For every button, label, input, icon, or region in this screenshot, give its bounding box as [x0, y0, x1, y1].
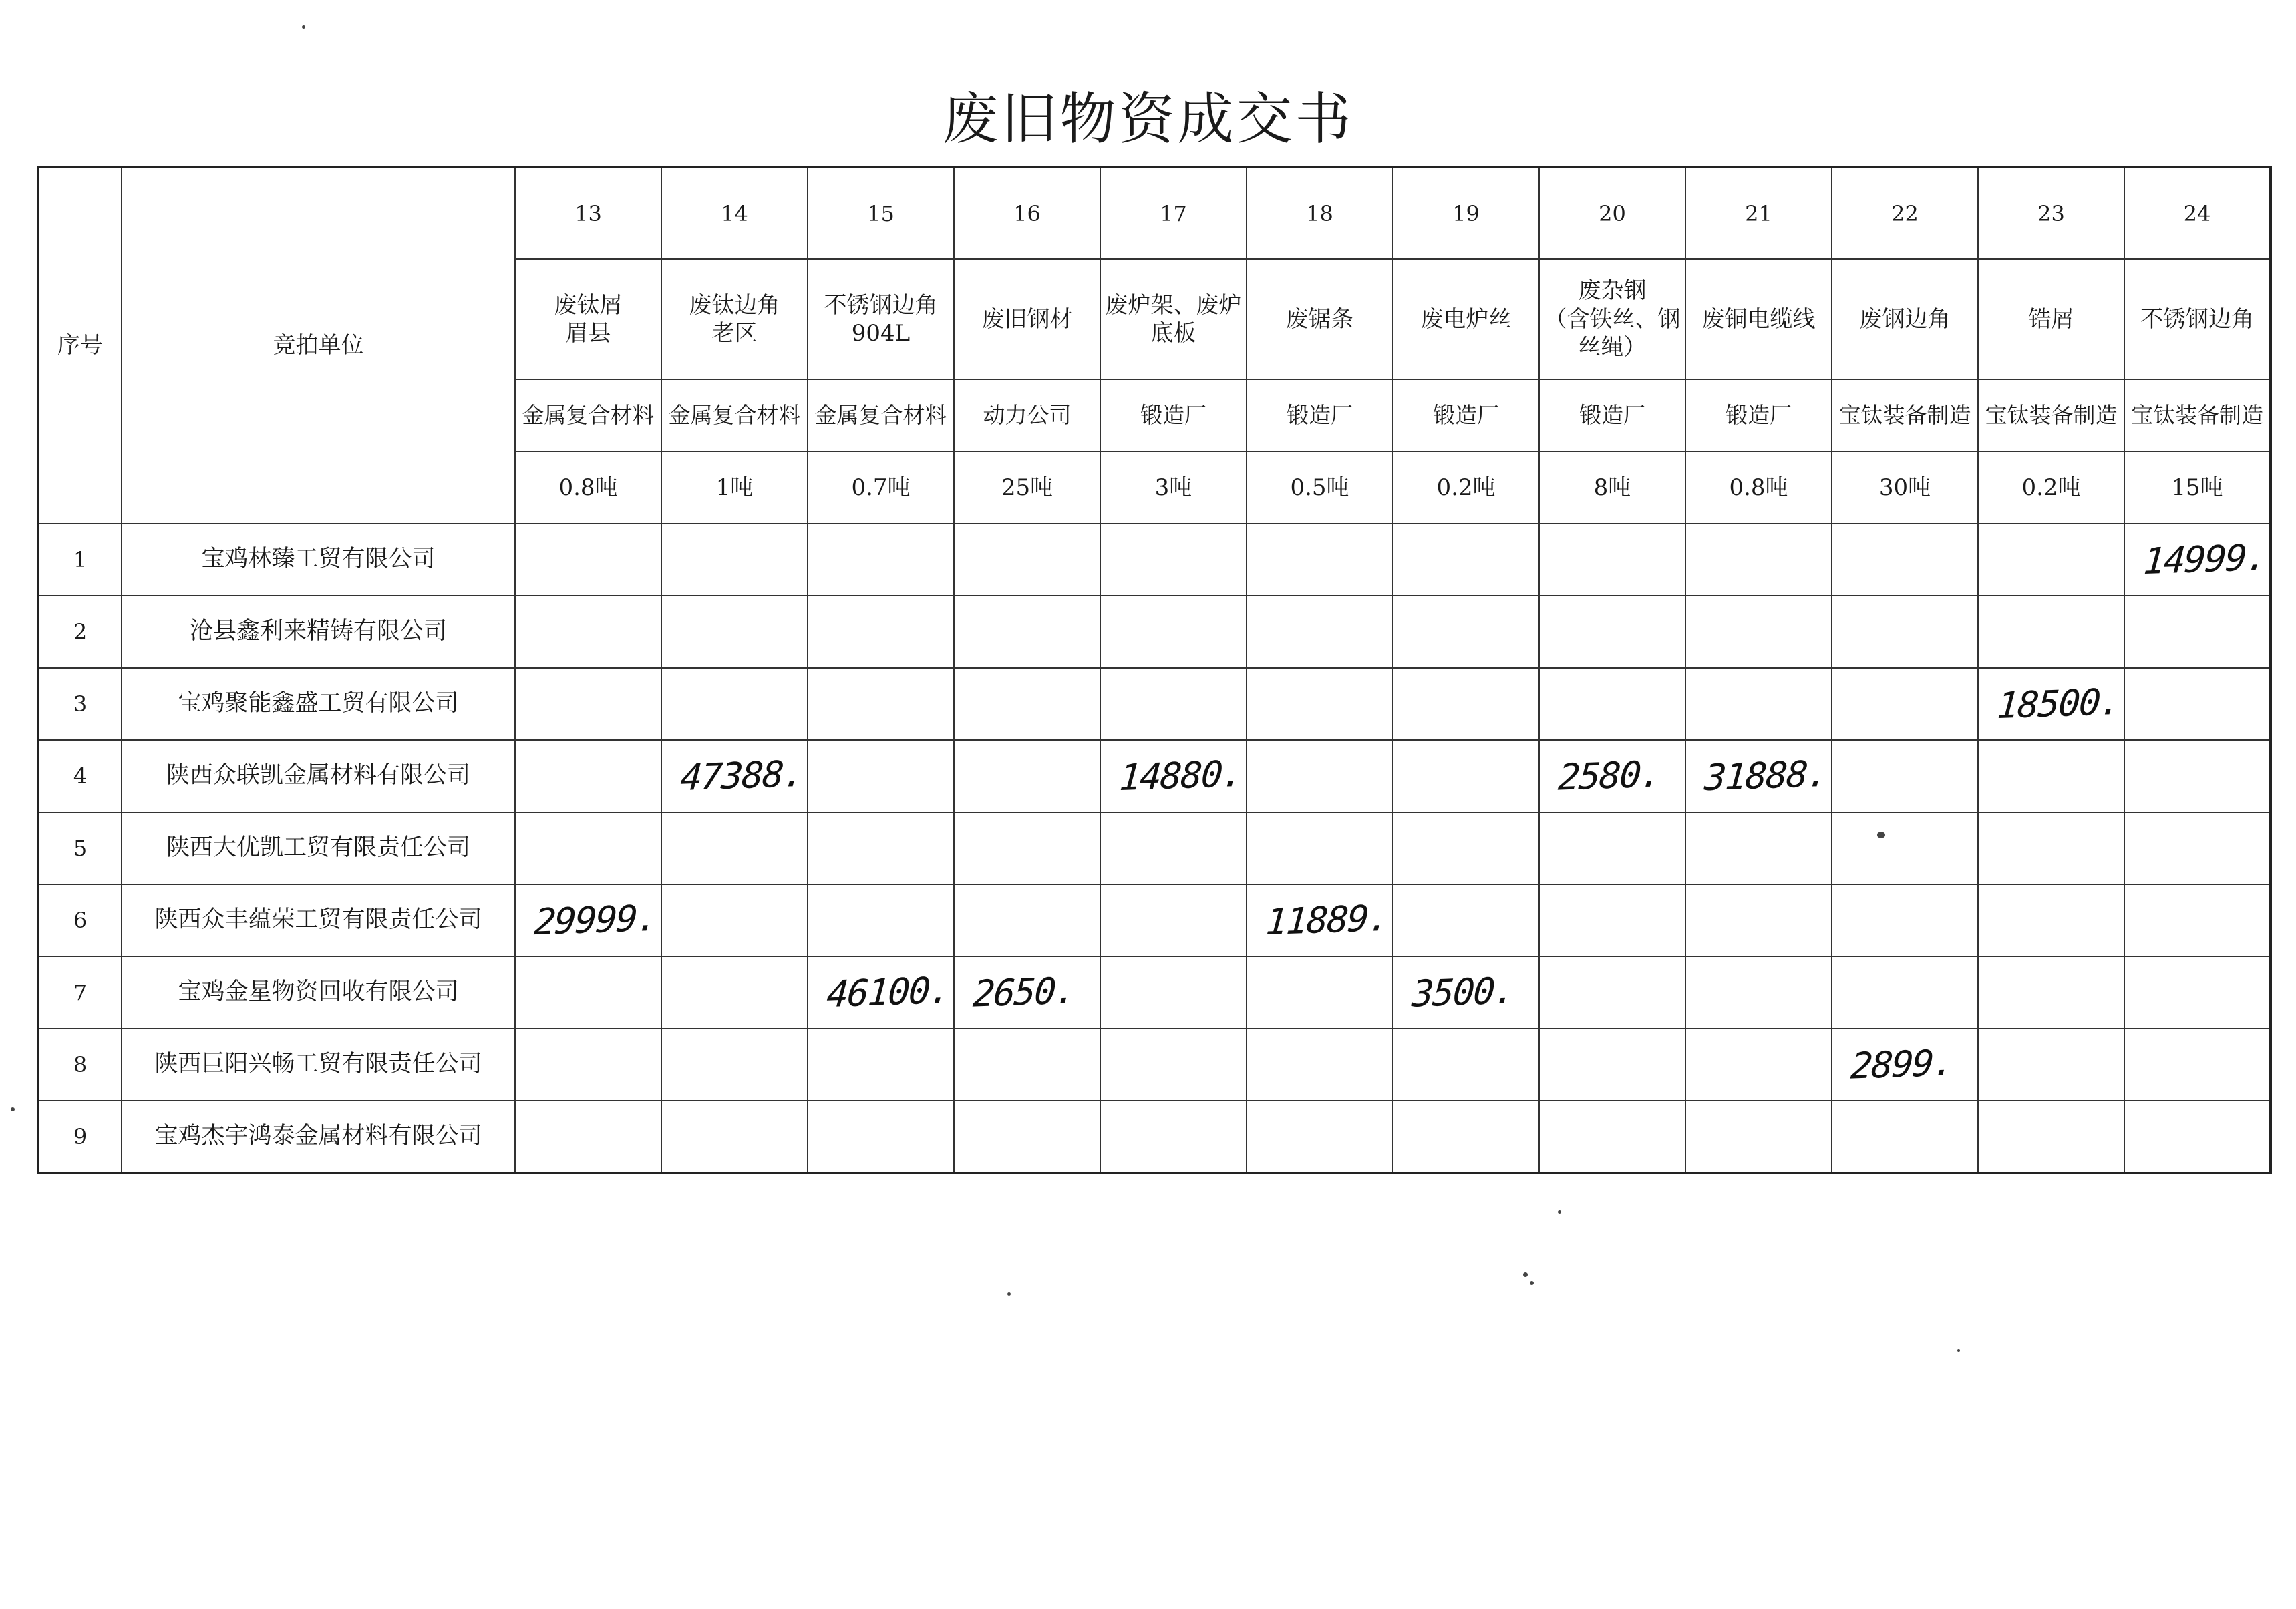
table-row	[38, 956, 2271, 1029]
scan-speck	[1007, 1292, 1011, 1296]
bid-cell	[954, 524, 1100, 596]
bid-cell	[954, 740, 1100, 812]
bid-cell	[1978, 1101, 2124, 1173]
lot-number: 22	[1832, 167, 1978, 259]
bid-cell	[2124, 956, 2271, 1029]
lot-name: 不锈钢边角 904L	[808, 259, 954, 379]
row-seq: 4	[38, 740, 122, 812]
handwritten-bid: 29999.	[532, 897, 659, 944]
bid-cell	[1247, 596, 1393, 668]
bid-cell	[1978, 596, 2124, 668]
table-row	[38, 1101, 2271, 1173]
bid-cell	[1247, 812, 1393, 884]
handwritten-bid: 46100.	[825, 969, 951, 1016]
bid-cell	[515, 740, 661, 812]
bid-cell	[1393, 1101, 1539, 1173]
lot-number: 19	[1393, 167, 1539, 259]
bid-cell	[1393, 668, 1539, 740]
bid-cell	[661, 740, 808, 812]
bid-cell	[661, 524, 808, 596]
lot-source-unit: 锻造厂	[1539, 379, 1685, 452]
bid-cell	[661, 812, 808, 884]
bid-cell	[1100, 668, 1247, 740]
lot-quantity: 3吨	[1100, 452, 1247, 524]
lot-name: 锆屑	[1978, 259, 2124, 379]
bid-cell	[808, 884, 954, 956]
handwritten-bid: 3500.	[1410, 969, 1516, 1015]
bid-cell	[1539, 668, 1685, 740]
bid-cell	[1832, 1029, 1978, 1101]
handwritten-bid: 31888.	[1703, 753, 1829, 799]
handwritten-bid: 2650.	[971, 969, 1078, 1015]
bid-cell	[1832, 956, 1978, 1029]
bidder-header: 竞拍单位	[122, 167, 515, 524]
bid-cell	[1100, 596, 1247, 668]
bidder-company: 陕西众丰蕴荣工贸有限责任公司	[122, 884, 515, 956]
table-row	[38, 596, 2271, 668]
bid-cell	[1539, 1101, 1685, 1173]
bid-cell	[808, 956, 954, 1029]
lot-number: 24	[2124, 167, 2271, 259]
row-seq: 7	[38, 956, 122, 1029]
bid-cell	[515, 812, 661, 884]
lot-name: 废钛屑 眉县	[515, 259, 661, 379]
bid-cell	[2124, 668, 2271, 740]
bid-cell	[808, 812, 954, 884]
bid-cell	[515, 668, 661, 740]
lot-source-unit: 锻造厂	[1100, 379, 1247, 452]
row-seq: 1	[38, 524, 122, 596]
bid-cell	[1100, 740, 1247, 812]
bid-cell	[1832, 596, 1978, 668]
bid-cell	[1832, 740, 1978, 812]
bid-cell	[1247, 1101, 1393, 1173]
lot-number: 20	[1539, 167, 1685, 259]
handwritten-bid: 2899.	[1849, 1041, 1955, 1087]
bid-cell	[808, 524, 954, 596]
bid-cell	[1100, 956, 1247, 1029]
row-seq: 9	[38, 1101, 122, 1173]
table-row	[38, 884, 2271, 956]
lot-quantity: 15吨	[2124, 452, 2271, 524]
lot-source-unit: 锻造厂	[1393, 379, 1539, 452]
bid-cell	[1832, 524, 1978, 596]
lot-number: 13	[515, 167, 661, 259]
lot-source-unit: 金属复合材料	[808, 379, 954, 452]
bid-cell	[808, 740, 954, 812]
bid-cell	[661, 1029, 808, 1101]
table-row	[38, 812, 2271, 884]
bid-cell	[1978, 740, 2124, 812]
bid-cell	[1832, 1101, 1978, 1173]
bid-cell	[1539, 596, 1685, 668]
bid-cell	[1247, 884, 1393, 956]
lot-source-unit: 动力公司	[954, 379, 1100, 452]
table-row	[38, 524, 2271, 596]
seq-header: 序号	[38, 167, 122, 524]
bid-cell	[1539, 956, 1685, 1029]
bid-cell	[954, 1101, 1100, 1173]
bid-cell	[808, 668, 954, 740]
bid-cell	[1685, 740, 1832, 812]
table-row	[38, 740, 2271, 812]
lot-quantity: 1吨	[661, 452, 808, 524]
lot-source-unit: 锻造厂	[1247, 379, 1393, 452]
lot-number: 21	[1685, 167, 1832, 259]
bid-cell	[808, 1101, 954, 1173]
bid-cell	[1539, 740, 1685, 812]
header-row-lot-number	[38, 167, 2271, 259]
bid-cell	[1978, 956, 2124, 1029]
bidder-company: 陕西众联凯金属材料有限公司	[122, 740, 515, 812]
bid-cell	[808, 596, 954, 668]
lot-source-unit: 金属复合材料	[515, 379, 661, 452]
bid-cell	[2124, 884, 2271, 956]
lot-number: 18	[1247, 167, 1393, 259]
bid-cell	[1247, 668, 1393, 740]
handwritten-bid: 47388.	[679, 753, 805, 799]
bid-cell	[1100, 884, 1247, 956]
bid-cell	[1393, 1029, 1539, 1101]
scan-speck	[1530, 1281, 1534, 1285]
handwritten-bid: 14880.	[1118, 753, 1244, 799]
lot-name: 废杂钢 （含铁丝、钢 丝绳）	[1539, 259, 1685, 379]
bid-cell	[1100, 812, 1247, 884]
bid-cell	[1393, 812, 1539, 884]
bidder-company: 沧县鑫利来精铸有限公司	[122, 596, 515, 668]
lot-quantity: 0.2吨	[1978, 452, 2124, 524]
lot-source-unit: 宝钛装备制造	[2124, 379, 2271, 452]
bid-cell	[1978, 812, 2124, 884]
handwritten-bid: 11889.	[1264, 897, 1390, 944]
lot-quantity: 0.8吨	[515, 452, 661, 524]
handwritten-bid: 18500.	[1995, 681, 2122, 727]
bid-cell	[1539, 524, 1685, 596]
bidder-company: 宝鸡林臻工贸有限公司	[122, 524, 515, 596]
handwritten-bid: 14999.	[2142, 536, 2268, 583]
bid-cell	[1685, 1029, 1832, 1101]
bid-cell	[1100, 524, 1247, 596]
bid-cell	[515, 956, 661, 1029]
bid-cell	[954, 1029, 1100, 1101]
bid-cell	[515, 524, 661, 596]
table-row	[38, 1029, 2271, 1101]
bid-cell	[2124, 740, 2271, 812]
bid-cell	[661, 884, 808, 956]
bid-cell	[1539, 1029, 1685, 1101]
bidder-company: 宝鸡金星物资回收有限公司	[122, 956, 515, 1029]
bid-cell	[1247, 524, 1393, 596]
lot-quantity: 25吨	[954, 452, 1100, 524]
lot-name: 废电炉丝	[1393, 259, 1539, 379]
bid-cell	[954, 668, 1100, 740]
scan-speck	[1558, 1210, 1561, 1214]
lot-quantity: 0.5吨	[1247, 452, 1393, 524]
bid-cell	[1685, 1101, 1832, 1173]
bid-cell	[1832, 668, 1978, 740]
row-seq: 2	[38, 596, 122, 668]
bid-cell	[1100, 1029, 1247, 1101]
bid-cell	[1393, 524, 1539, 596]
bid-cell	[954, 596, 1100, 668]
lot-source-unit: 宝钛装备制造	[1978, 379, 2124, 452]
bid-cell	[515, 596, 661, 668]
bid-cell	[2124, 596, 2271, 668]
lot-quantity: 8吨	[1539, 452, 1685, 524]
bid-cell	[1247, 956, 1393, 1029]
lot-name: 不锈钢边角	[2124, 259, 2271, 379]
document-title: 废旧物资成交书	[942, 86, 1354, 152]
bid-cell	[1100, 1101, 1247, 1173]
lot-quantity: 0.2吨	[1393, 452, 1539, 524]
bid-cell	[1685, 524, 1832, 596]
scan-speck	[1957, 1349, 1960, 1352]
bid-cell	[661, 1101, 808, 1173]
bid-cell	[1685, 884, 1832, 956]
lot-number: 14	[661, 167, 808, 259]
table-row	[38, 668, 2271, 740]
bid-cell	[1393, 740, 1539, 812]
row-seq: 6	[38, 884, 122, 956]
lot-source-unit: 宝钛装备制造	[1832, 379, 1978, 452]
bid-cell	[2124, 1029, 2271, 1101]
bid-cell	[1539, 884, 1685, 956]
bid-cell	[1978, 524, 2124, 596]
bid-cell	[661, 956, 808, 1029]
lot-name: 废旧钢材	[954, 259, 1100, 379]
lot-number: 16	[954, 167, 1100, 259]
bid-result-table	[37, 166, 2272, 1174]
bid-cell	[1247, 740, 1393, 812]
lot-name: 废锯条	[1247, 259, 1393, 379]
bid-cell	[1539, 812, 1685, 884]
handwritten-bid: 2580.	[1556, 753, 1663, 799]
scan-speck	[302, 25, 305, 29]
lot-quantity: 30吨	[1832, 452, 1978, 524]
bidder-company: 陕西大优凯工贸有限责任公司	[122, 812, 515, 884]
bidder-company: 陕西巨阳兴畅工贸有限责任公司	[122, 1029, 515, 1101]
row-seq: 3	[38, 668, 122, 740]
bid-cell	[808, 1029, 954, 1101]
bid-cell	[1685, 956, 1832, 1029]
lot-name: 废炉架、废炉 底板	[1100, 259, 1247, 379]
bid-cell	[1978, 668, 2124, 740]
bidder-company: 宝鸡杰宇鸿泰金属材料有限公司	[122, 1101, 515, 1173]
scan-speck	[11, 1107, 15, 1111]
bid-cell	[515, 1029, 661, 1101]
scan-speck	[1523, 1272, 1528, 1277]
bid-cell	[515, 1101, 661, 1173]
lot-number: 17	[1100, 167, 1247, 259]
bid-cell	[1978, 884, 2124, 956]
lot-source-unit: 锻造厂	[1685, 379, 1832, 452]
bid-cell	[1685, 812, 1832, 884]
lot-quantity: 0.8吨	[1685, 452, 1832, 524]
bid-cell	[2124, 1101, 2271, 1173]
bid-cell	[1393, 884, 1539, 956]
bid-cell	[661, 668, 808, 740]
bid-cell	[1685, 596, 1832, 668]
bid-cell	[515, 884, 661, 956]
lot-source-unit: 金属复合材料	[661, 379, 808, 452]
lot-name: 废钛边角 老区	[661, 259, 808, 379]
bid-cell	[954, 956, 1100, 1029]
bid-cell	[1393, 596, 1539, 668]
bid-cell	[1393, 956, 1539, 1029]
bid-cell	[2124, 524, 2271, 596]
bid-cell	[661, 596, 808, 668]
bid-cell	[954, 884, 1100, 956]
bid-cell	[1832, 812, 1978, 884]
bid-cell	[1685, 668, 1832, 740]
lot-number: 23	[1978, 167, 2124, 259]
bid-cell	[954, 812, 1100, 884]
bid-cell	[1978, 1029, 2124, 1101]
lot-quantity: 0.7吨	[808, 452, 954, 524]
bidder-company: 宝鸡聚能鑫盛工贸有限公司	[122, 668, 515, 740]
bid-cell	[1247, 1029, 1393, 1101]
lot-number: 15	[808, 167, 954, 259]
row-seq: 8	[38, 1029, 122, 1101]
lot-name: 废铜电缆线	[1685, 259, 1832, 379]
scan-speck	[1877, 832, 1885, 838]
bid-cell	[2124, 812, 2271, 884]
bid-cell	[1832, 884, 1978, 956]
row-seq: 5	[38, 812, 122, 884]
lot-name: 废钢边角	[1832, 259, 1978, 379]
